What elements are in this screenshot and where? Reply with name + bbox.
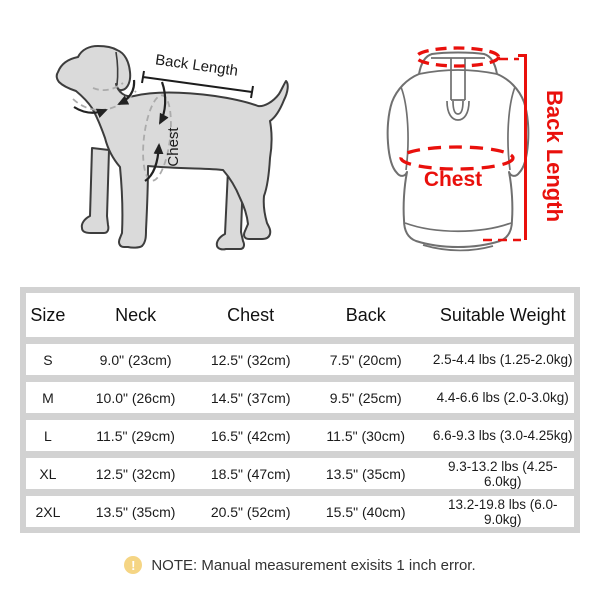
- coat-measurement-illustration: [335, 10, 600, 275]
- coat-outline: [388, 53, 529, 248]
- header-weight: Suitable Weight: [439, 304, 566, 325]
- header-back: Back: [345, 304, 386, 325]
- header-chest: Chest: [227, 304, 275, 325]
- table-row-s: [26, 344, 574, 375]
- cell-neck: 12.5" (32cm): [95, 465, 176, 482]
- table-header-row: [26, 293, 574, 337]
- coat-chest-label: Chest: [423, 168, 483, 191]
- cell-weight: 9.3-13.2 lbs (4.25-6.0kg): [447, 458, 558, 489]
- header-neck: Neck: [115, 304, 157, 325]
- cell-back: 7.5" (20cm): [329, 351, 402, 368]
- dog-far-front-leg: [82, 148, 109, 233]
- table-row-2xl: [26, 496, 574, 527]
- cell-weight: 13.2-19.8 lbs (6.0-9.0kg): [447, 496, 558, 527]
- warning-icon: !: [124, 556, 142, 574]
- cell-weight: 4.4-6.6 lbs (2.0-3.0kg): [436, 390, 569, 405]
- header-size: Size: [30, 304, 66, 325]
- cell-size: M: [42, 389, 54, 406]
- cell-size: L: [44, 427, 52, 444]
- coat-back-length-label: Back Length: [542, 89, 567, 223]
- table-row-xl: [26, 458, 574, 489]
- dog-back-length-label: Back Length: [154, 51, 240, 80]
- cell-back: 11.5" (30cm): [326, 427, 406, 444]
- cell-chest: 20.5" (52cm): [210, 503, 291, 520]
- dog-measurement-illustration: [30, 20, 330, 275]
- cell-neck: 13.5" (35cm): [95, 503, 176, 520]
- cell-neck: 10.0" (26cm): [95, 389, 176, 406]
- table-row-m: [26, 382, 574, 413]
- cell-back: 9.5" (25cm): [329, 389, 402, 406]
- cell-weight: 6.6-9.3 lbs (3.0-4.25kg): [432, 428, 573, 443]
- dog-chest-label: Chest: [165, 127, 182, 167]
- cell-chest: 14.5" (37cm): [210, 389, 291, 406]
- table-row-l: [26, 420, 574, 451]
- cell-neck: 9.0" (23cm): [99, 351, 172, 368]
- measurement-note: [0, 556, 600, 574]
- cell-weight: 2.5-4.4 lbs (1.25-2.0kg): [432, 352, 573, 367]
- size-table: [20, 287, 580, 533]
- cell-size: XL: [39, 465, 57, 482]
- note-text: NOTE: Manual measurement exisits 1 inch error.: [151, 556, 476, 574]
- cell-chest: 12.5" (32cm): [210, 351, 291, 368]
- cell-size: 2XL: [35, 503, 61, 520]
- cell-chest: 16.5" (42cm): [210, 427, 291, 444]
- cell-back: 15.5" (40cm): [325, 503, 406, 520]
- cell-back: 13.5" (35cm): [325, 465, 406, 482]
- cell-chest: 18.5" (47cm): [210, 465, 291, 482]
- cell-size: S: [43, 351, 53, 368]
- cell-neck: 11.5" (29cm): [96, 427, 175, 444]
